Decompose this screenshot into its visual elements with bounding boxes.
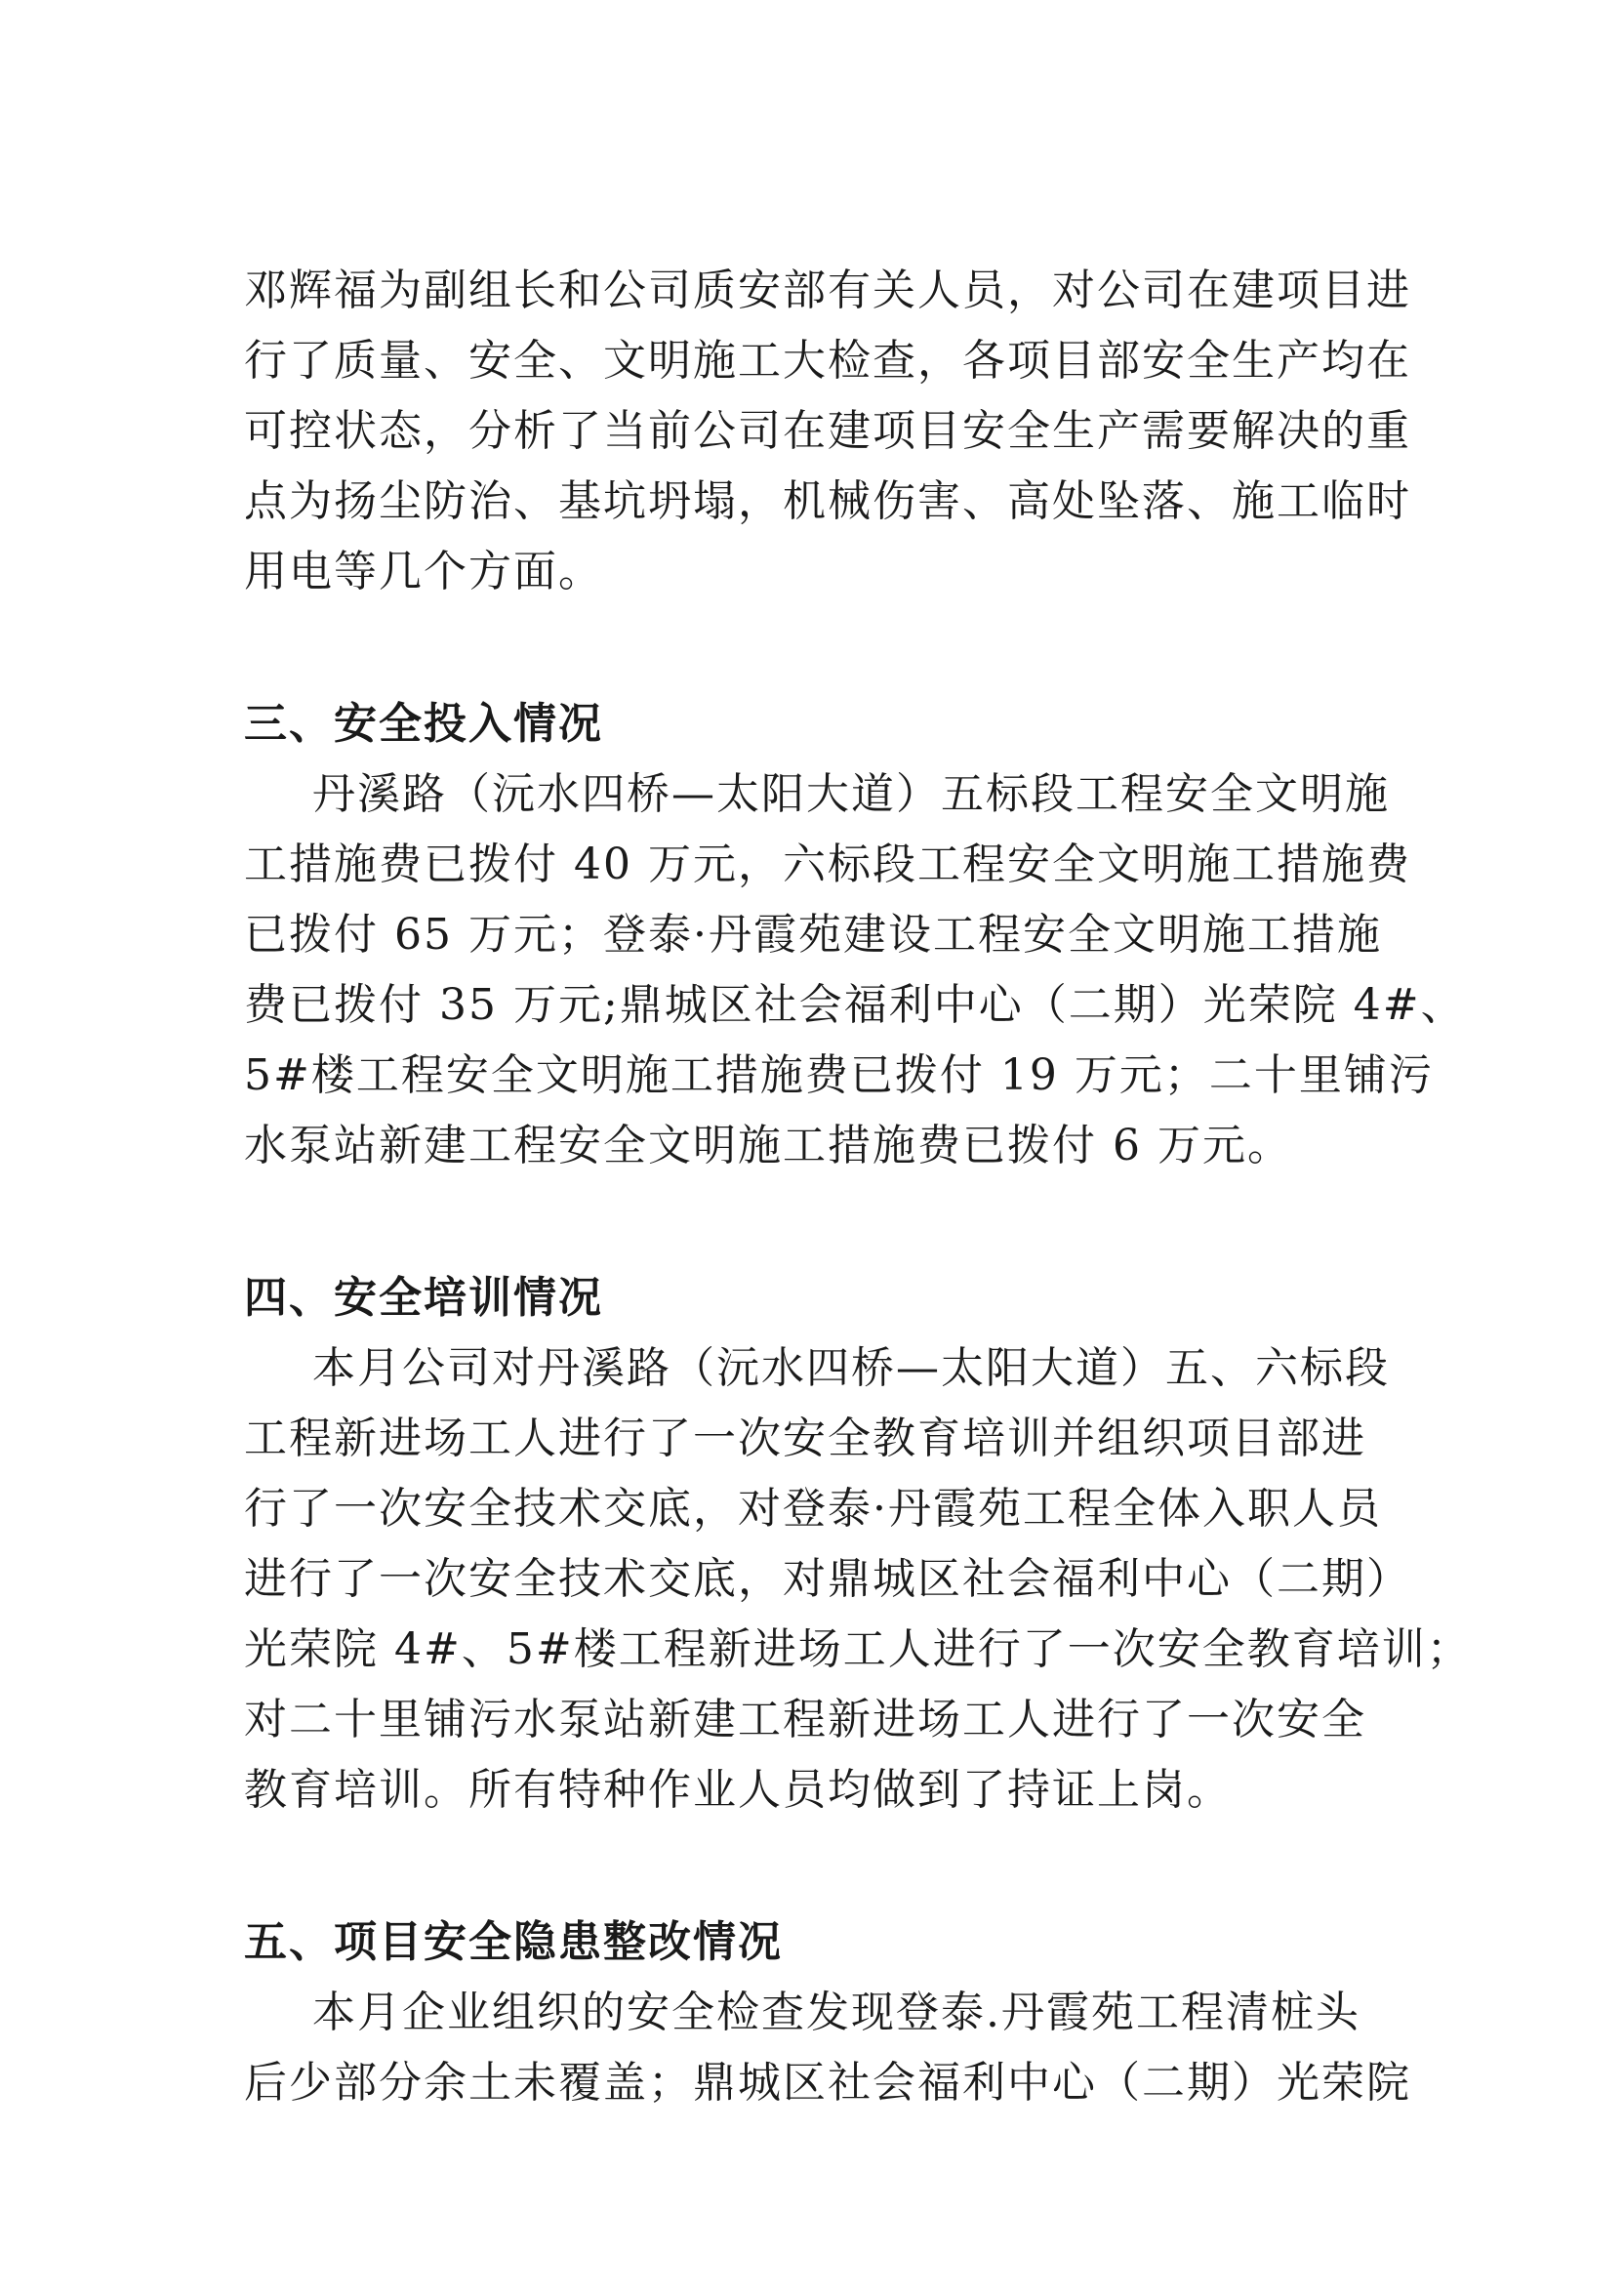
paragraph-line: 进行了一次安全技术交底，对鼎城区社会福利中心（二期） <box>244 1554 1411 1604</box>
paragraph-line: 点为扬尘防治、基坑坍塌，机械伤害、高处坠落、施工临时 <box>244 476 1411 526</box>
paragraph-line: 费已拨付 35 万元;鼎城区社会福利中心（二期）光荣院 4#、 <box>244 980 1466 1030</box>
paragraph-line: 后少部分余土未覆盖；鼎城区社会福利中心（二期）光荣院 <box>244 2058 1411 2108</box>
paragraph-line: 工措施费已拨付 40 万元，六标段工程安全文明施工措施费 <box>244 840 1411 889</box>
paragraph-line: 工程新进场工人进行了一次安全教育培训并组织项目部进 <box>244 1414 1366 1463</box>
section-safety-training <box>244 1263 1472 1825</box>
paragraph-line: 5#楼工程安全文明施工措施费已拨付 19 万元；二十里铺污 <box>244 1050 1434 1100</box>
paragraph-line: 本月企业组织的安全检查发现登泰.丹霞苑工程清桩头 <box>312 1988 1360 2037</box>
section-gap <box>244 1825 1386 1907</box>
paragraph-line: 行了一次安全技术交底，对登泰·丹霞苑工程全体入职人员 <box>244 1484 1382 1534</box>
paragraph-line: 水泵站新建工程安全文明施工措施费已拨付 6 万元。 <box>244 1121 1292 1170</box>
section-gap <box>244 607 1386 689</box>
paragraph-line: 用电等几个方面。 <box>244 547 603 596</box>
paragraph-line: 行了质量、安全、文明施工大检查，各项目部安全生产均在 <box>244 336 1411 386</box>
section-heading: 三、安全投入情况 <box>244 699 603 749</box>
paragraph-line: 可控状态，分析了当前公司在建项目安全生产需要解决的重 <box>244 406 1411 456</box>
section-heading: 五、项目安全隐患整改情况 <box>244 1917 783 1967</box>
paragraph-line: 本月公司对丹溪路（沅水四桥—太阳大道）五、六标段 <box>312 1343 1390 1393</box>
paragraph-line: 邓辉福为副组长和公司质安部有关人员，对公司在建项目进 <box>244 266 1411 315</box>
paragraph-line: 光荣院 4#、5#楼工程新进场工人进行了一次安全教育培训； <box>244 1624 1472 1674</box>
paragraph-line: 对二十里铺污水泵站新建工程新进场工人进行了一次安全 <box>244 1695 1366 1744</box>
section-safety-investment <box>244 689 1466 1181</box>
paragraph-line: 丹溪路（沅水四桥—太阳大道）五标段工程安全文明施 <box>312 769 1390 819</box>
section-gap <box>244 1181 1386 1263</box>
section-heading: 四、安全培训情况 <box>244 1273 603 1323</box>
document-page <box>244 256 1472 2118</box>
section-hazard-rectification <box>244 1907 1411 2118</box>
section-intro <box>244 256 1411 607</box>
paragraph-line: 已拨付 65 万元；登泰·丹霞苑建设工程安全文明施工措施 <box>244 910 1382 960</box>
paragraph-line: 教育培训。所有特种作业人员均做到了持证上岗。 <box>244 1765 1232 1815</box>
